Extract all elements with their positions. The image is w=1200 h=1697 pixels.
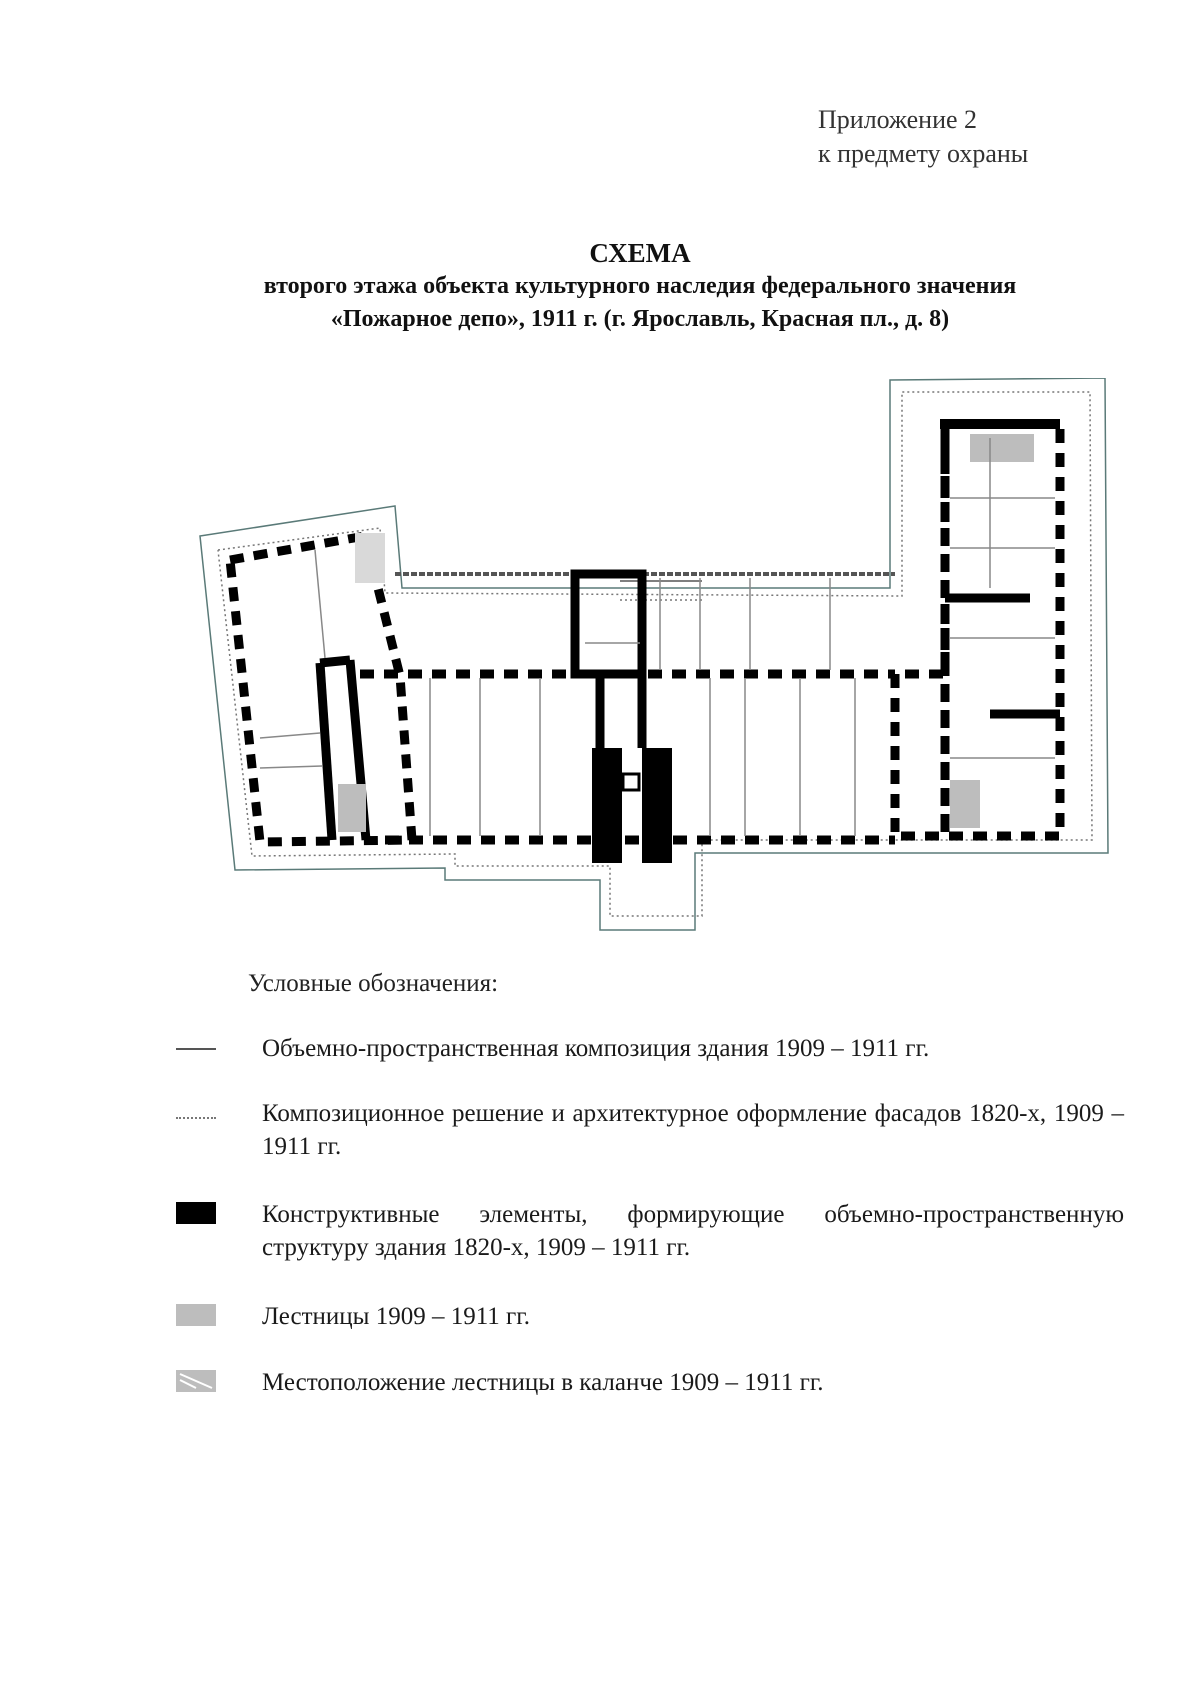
dotted-line-symbol-icon	[176, 1117, 216, 1119]
legend-title: Условные обозначения:	[248, 970, 499, 997]
title-line-2: «Пожарное депо», 1911 г. (г. Ярославль, Красная пл., д. 8)	[330, 306, 950, 332]
title-line-1: второго этажа объекта культурного наследия федерального значения	[263, 273, 1017, 299]
document-title	[150, 236, 1130, 336]
stair-left-top	[355, 533, 385, 583]
legend-text: Конструктивные элементы, формирующие объемно-пространственную структуру здания 1820-х, 1909 – 1911 гг.	[262, 1201, 1124, 1261]
tower-stair-symbol	[623, 774, 639, 790]
stair-left-wing	[338, 784, 366, 832]
stair-tower-top	[970, 434, 1034, 462]
entrance-block-left	[592, 748, 622, 863]
appendix-number: Приложение 2	[818, 105, 978, 134]
stair-right-wing	[950, 780, 980, 828]
legend-text: Лестницы 1909 – 1911 гг.	[262, 1303, 530, 1330]
legend-text: Композиционное решение и архитектурное оформление фасадов 1820-х, 1909 – 1911 гг.	[262, 1100, 1124, 1160]
gray-hatch-symbol-icon	[176, 1370, 216, 1392]
appendix-subject: к предмету охраны	[818, 139, 1029, 168]
legend-text: Местоположение лестницы в каланче 1909 – 1911 гг.	[262, 1369, 824, 1396]
entrance-block-right	[642, 748, 672, 863]
gray-fill-symbol-icon	[176, 1304, 216, 1326]
legend-text: Объемно-пространственная композиция здания 1909 – 1911 гг.	[262, 1035, 930, 1062]
left-wing-inner-wall	[320, 663, 332, 840]
left-wing-inner-wall	[320, 660, 350, 663]
title-heading: СХЕМА	[589, 238, 691, 268]
black-fill-symbol-icon	[176, 1202, 216, 1224]
floor-plan	[190, 378, 1120, 938]
central-tower-wall	[575, 574, 642, 674]
right-wing-wall	[895, 424, 1060, 836]
appendix-label	[818, 103, 1028, 171]
thin-line-symbol-icon	[176, 1048, 216, 1050]
